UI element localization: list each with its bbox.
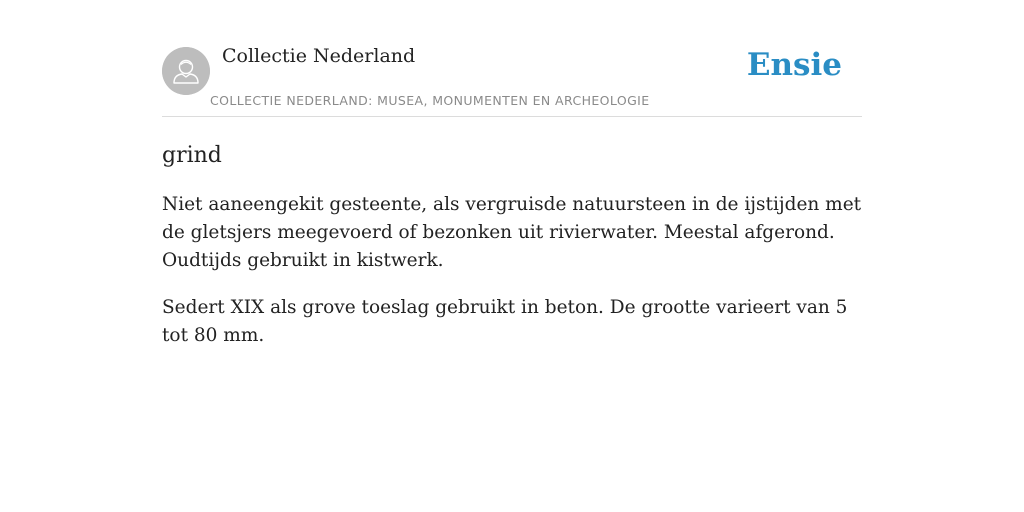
source-subtitle: COLLECTIE NEDERLAND: MUSEA, MONUMENTEN EN ARCHEOLOGIE bbox=[210, 93, 650, 108]
source-header bbox=[162, 0, 862, 117]
entry-paragraph-2: Sedert XIX als grove toeslag gebruikt in beton. De grootte varieert van 5 tot 80 mm. bbox=[162, 297, 848, 346]
entry-term: grind bbox=[162, 143, 222, 168]
source-name[interactable]: Collectie Nederland bbox=[222, 45, 416, 67]
entry-paragraph-1: Niet aaneengekit gesteente, als vergruisde natuursteen in de ijstijden met de gletsjers meegevoerd of bezonken uit rivierwater. Meestal afgerond. Oudtijds gebruikt in kistwerk. bbox=[162, 194, 862, 271]
avatar[interactable] bbox=[162, 47, 210, 95]
user-silhouette-icon bbox=[162, 47, 210, 95]
ensie-logo[interactable]: Ensie bbox=[746, 47, 842, 83]
page-container bbox=[162, 0, 862, 350]
